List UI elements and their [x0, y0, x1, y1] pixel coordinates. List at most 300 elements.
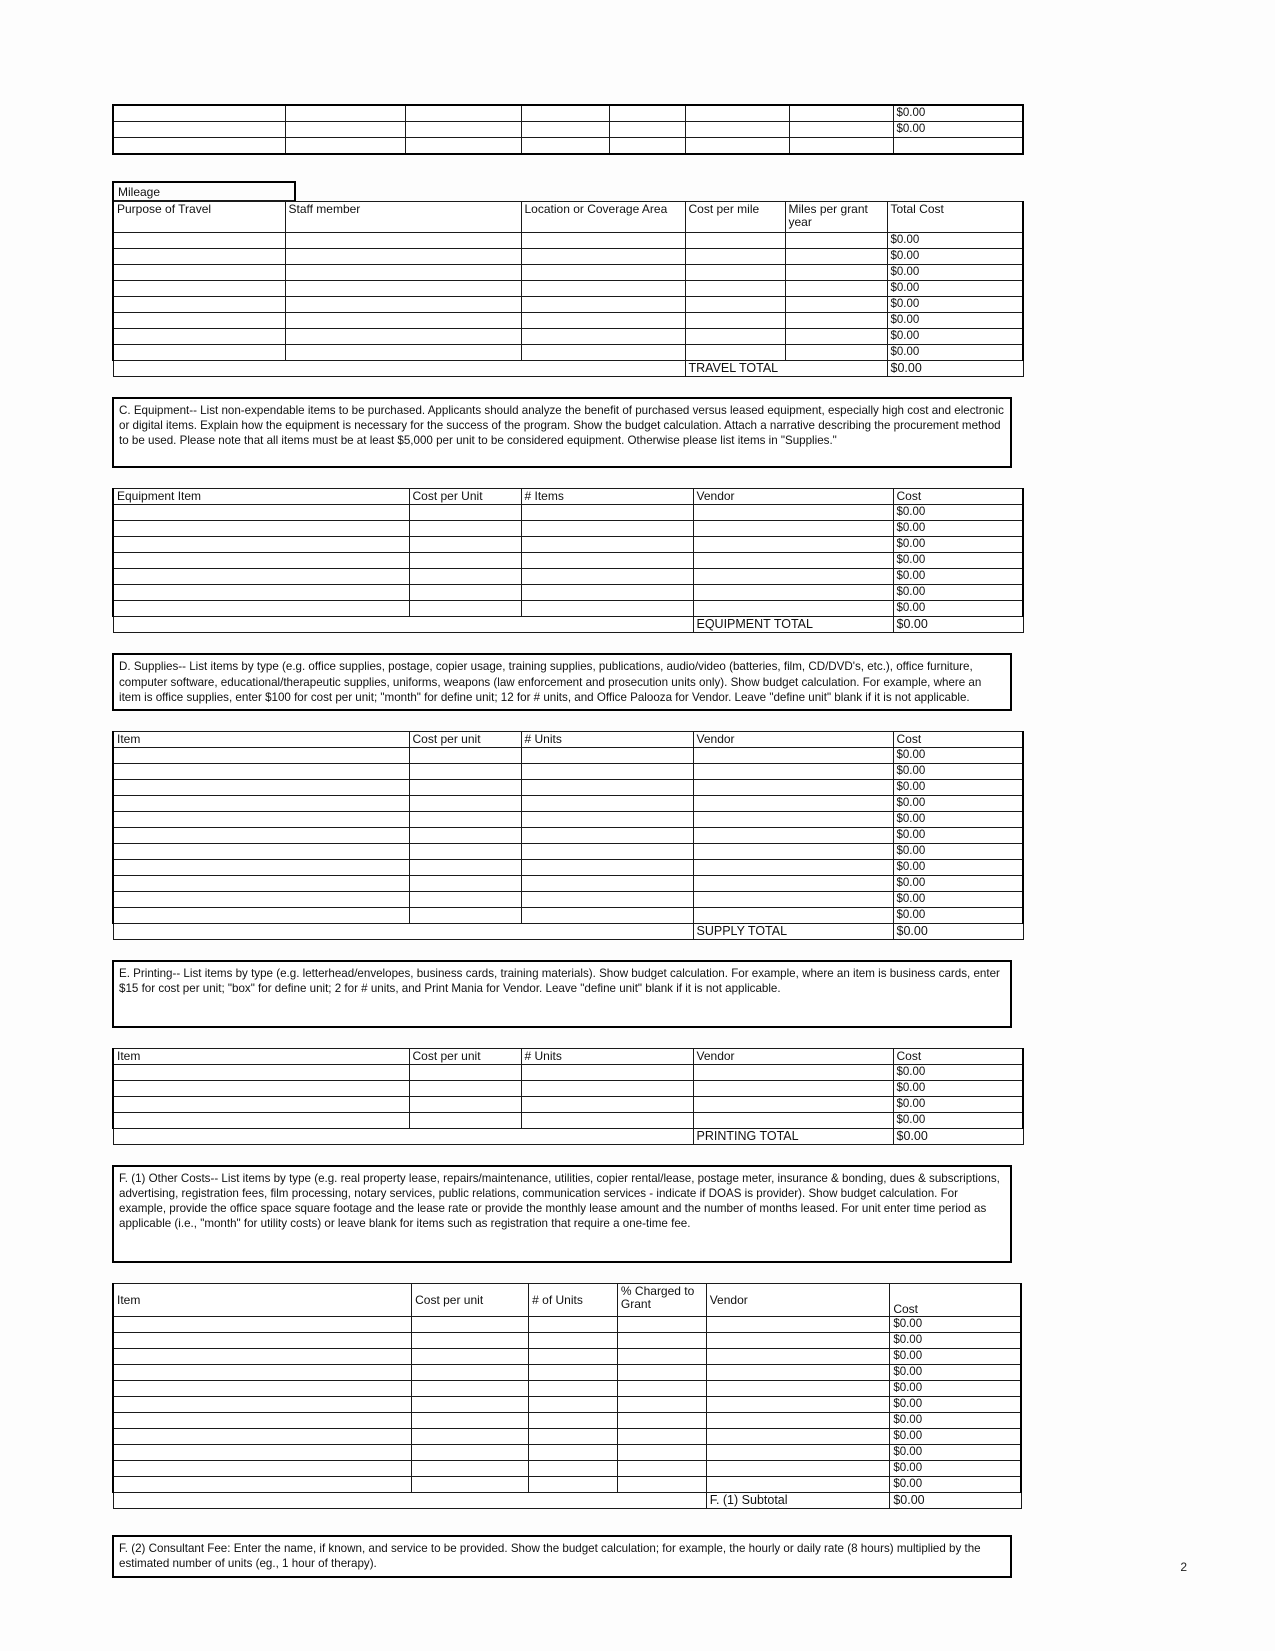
cell-cost-per-unit[interactable] [412, 1381, 529, 1397]
cell-cost: $0.00 [890, 1477, 1021, 1493]
cell-cost-per-unit[interactable] [409, 505, 521, 521]
cell-cost-per-unit[interactable] [409, 601, 521, 617]
cell-vendor[interactable] [693, 747, 893, 763]
cell-num-items[interactable] [521, 521, 693, 537]
cell-item[interactable] [113, 779, 409, 795]
cell-item[interactable] [113, 1064, 409, 1080]
table-row[interactable] [113, 1064, 1023, 1080]
continued-table [112, 104, 1024, 155]
f1-subtotal-label: F. (1) Subtotal [706, 1493, 890, 1509]
cell-item[interactable] [113, 1096, 409, 1112]
cell-num-of-units[interactable] [529, 1333, 618, 1349]
cell-cost-per-unit[interactable] [409, 795, 521, 811]
cell-num-items[interactable] [521, 585, 693, 601]
cell-vendor[interactable] [693, 875, 893, 891]
cell-cost-per-unit[interactable] [409, 553, 521, 569]
cell-purpose[interactable] [113, 329, 285, 345]
table-row[interactable] [113, 1381, 1021, 1397]
cell-cost: $0.00 [893, 811, 1023, 827]
cell-col4[interactable] [521, 122, 609, 138]
cell-col2 [285, 138, 405, 155]
cell-item[interactable] [113, 763, 409, 779]
cell-cost-per-unit[interactable] [412, 1445, 529, 1461]
cell-cost-per-unit[interactable] [409, 859, 521, 875]
header-miles-per-grant-year: Miles per grant year [785, 202, 887, 233]
cell-num-of-units[interactable] [529, 1429, 618, 1445]
cell-item[interactable] [113, 1080, 409, 1096]
cell-item[interactable] [113, 827, 409, 843]
cell-percent-charged[interactable] [617, 1317, 706, 1333]
equipment-total-row [113, 617, 1023, 633]
cell-vendor[interactable] [706, 1397, 890, 1413]
cell-item[interactable] [113, 537, 409, 553]
cell-cost: $0.00 [893, 891, 1023, 907]
equipment-header-row [113, 489, 1023, 505]
cell-cost-per-unit[interactable] [409, 1096, 521, 1112]
cell-cost: $0.00 [893, 537, 1023, 553]
cell-num-of-units[interactable] [529, 1413, 618, 1429]
table-row[interactable] [113, 1112, 1023, 1128]
cell-cost: $0.00 [890, 1317, 1021, 1333]
cell-col7[interactable] [789, 122, 893, 138]
cell-purpose[interactable] [113, 345, 285, 361]
cell-num-units[interactable] [521, 795, 693, 811]
cell-num-units[interactable] [521, 843, 693, 859]
cell-col5[interactable] [609, 105, 685, 122]
table-row[interactable] [113, 747, 1023, 763]
cell-cost-per-unit[interactable] [409, 811, 521, 827]
table-row[interactable] [113, 1397, 1021, 1413]
cell-cost-per-mile[interactable] [685, 297, 785, 313]
header-cost-per-unit: Cost per unit [409, 731, 521, 747]
cell-num-of-units[interactable] [529, 1477, 618, 1493]
cell-cost-per-mile[interactable] [685, 345, 785, 361]
cell-vendor[interactable] [706, 1365, 890, 1381]
cell-vendor[interactable] [693, 569, 893, 585]
table-row[interactable] [113, 859, 1023, 875]
cell-vendor[interactable] [706, 1477, 890, 1493]
cell-vendor[interactable] [693, 859, 893, 875]
cell-cost-per-mile[interactable] [685, 329, 785, 345]
cell-num-units[interactable] [521, 907, 693, 923]
consultant-fee-instructions-block [112, 1535, 1012, 1577]
cell-num-units[interactable] [521, 1096, 693, 1112]
supplies-header-row [113, 731, 1023, 747]
cell-item[interactable] [113, 1381, 412, 1397]
cell-cost: $0.00 [893, 859, 1023, 875]
cell-item[interactable] [113, 1317, 412, 1333]
cell-cost: $0.00 [893, 505, 1023, 521]
header-cost-per-unit: Cost per unit [412, 1284, 529, 1317]
cell-cost-per-unit[interactable] [409, 763, 521, 779]
cell-cost-per-unit[interactable] [412, 1429, 529, 1445]
cell-cost: $0.00 [893, 585, 1023, 601]
cell-cost-per-unit[interactable] [409, 1064, 521, 1080]
table-row[interactable] [113, 297, 1023, 313]
cell-cost-per-mile[interactable] [685, 249, 785, 265]
cell-staff[interactable] [285, 345, 521, 361]
cell-vendor[interactable] [693, 585, 893, 601]
cell-percent-charged[interactable] [617, 1413, 706, 1429]
cell-total-cost: $0.00 [887, 345, 1023, 361]
cell-item[interactable] [113, 585, 409, 601]
cell-num-units[interactable] [521, 891, 693, 907]
cell-vendor[interactable] [706, 1317, 890, 1333]
cell-item[interactable] [113, 1445, 412, 1461]
header-item: Item [113, 1048, 409, 1064]
cell-num-items[interactable] [521, 553, 693, 569]
cell-item[interactable] [113, 907, 409, 923]
table-row[interactable] [113, 585, 1023, 601]
cell-col6[interactable] [685, 122, 789, 138]
cell-col6[interactable] [685, 105, 789, 122]
cell-col2[interactable] [285, 105, 405, 122]
printing-instructions-block [112, 960, 1012, 1028]
cell-item[interactable] [113, 811, 409, 827]
cell-num-of-units[interactable] [529, 1317, 618, 1333]
table-row[interactable] [113, 907, 1023, 923]
cell-purpose[interactable] [113, 297, 285, 313]
cell-item[interactable] [113, 843, 409, 859]
cell-num-units[interactable] [521, 763, 693, 779]
cell-num-of-units[interactable] [529, 1349, 618, 1365]
cell-cost-per-unit[interactable] [412, 1333, 529, 1349]
cell-num-of-units[interactable] [529, 1397, 618, 1413]
travel-total-label: TRAVEL TOTAL [685, 361, 887, 377]
cell-purpose[interactable] [113, 249, 285, 265]
cell-vendor[interactable] [706, 1461, 890, 1477]
table-row[interactable] [113, 281, 1023, 297]
cell-vendor[interactable] [693, 811, 893, 827]
cell-cost-per-unit[interactable] [409, 569, 521, 585]
page-number: 2 [1180, 1560, 1187, 1574]
cell-empty-span [113, 1493, 706, 1509]
cell-cost-per-unit[interactable] [409, 843, 521, 859]
cell-vendor[interactable] [693, 779, 893, 795]
cell-cost-per-unit[interactable] [412, 1365, 529, 1381]
cell-cost-per-unit[interactable] [412, 1349, 529, 1365]
cell-percent-charged[interactable] [617, 1365, 706, 1381]
cell-num-items[interactable] [521, 537, 693, 553]
table-row[interactable] [113, 122, 1023, 138]
cell-vendor[interactable] [706, 1445, 890, 1461]
table-row[interactable] [113, 1349, 1021, 1365]
header-percent-charged-to-grant: % Charged to Grant [617, 1284, 706, 1317]
cell-cost-per-mile[interactable] [685, 313, 785, 329]
cell-vendor[interactable] [693, 843, 893, 859]
table-row[interactable] [113, 553, 1023, 569]
cell-percent-charged[interactable] [617, 1429, 706, 1445]
cell-cost: $0.00 [893, 827, 1023, 843]
cell-num-units[interactable] [521, 1064, 693, 1080]
cell-item[interactable] [113, 1349, 412, 1365]
cell-item[interactable] [113, 1333, 412, 1349]
other-costs-table [112, 1283, 1022, 1509]
cell-item[interactable] [113, 521, 409, 537]
cell-cost-per-mile[interactable] [685, 265, 785, 281]
table-row[interactable] [113, 811, 1023, 827]
cell-cost-per-mile[interactable] [685, 281, 785, 297]
printing-table [112, 1048, 1024, 1145]
cell-item[interactable] [113, 505, 409, 521]
cell-item[interactable] [113, 1365, 412, 1381]
cell-item[interactable] [113, 601, 409, 617]
table-row[interactable] [113, 233, 1023, 249]
cell-item[interactable] [113, 1112, 409, 1128]
cell-cost-per-unit[interactable] [409, 585, 521, 601]
table-row[interactable] [113, 329, 1023, 345]
cell-num-of-units[interactable] [529, 1445, 618, 1461]
cell-percent-charged[interactable] [617, 1461, 706, 1477]
table-row[interactable] [113, 891, 1023, 907]
cell-purpose[interactable] [113, 281, 285, 297]
cell-item[interactable] [113, 795, 409, 811]
cell-cost-per-unit[interactable] [409, 827, 521, 843]
table-row[interactable] [113, 1445, 1021, 1461]
cell-item[interactable] [113, 1429, 412, 1445]
cell-staff[interactable] [285, 233, 521, 249]
cell-item[interactable] [113, 553, 409, 569]
supplies-table [112, 731, 1024, 940]
other-costs-instructions-block [112, 1165, 1012, 1263]
header-num-units: # Units [521, 1048, 693, 1064]
table-row[interactable] [113, 827, 1023, 843]
cell-num-items[interactable] [521, 601, 693, 617]
cell-col1 [113, 138, 285, 155]
cell-cost-per-unit[interactable] [409, 537, 521, 553]
table-row[interactable] [113, 537, 1023, 553]
printing-total-row [113, 1128, 1023, 1144]
cell-vendor[interactable] [693, 891, 893, 907]
cell-col3[interactable] [405, 105, 521, 122]
cell-vendor[interactable] [706, 1413, 890, 1429]
cell-cost: $0.00 [893, 1112, 1023, 1128]
cell-vendor[interactable] [706, 1429, 890, 1445]
cell-cost-per-unit[interactable] [409, 907, 521, 923]
cell-percent-charged[interactable] [617, 1349, 706, 1365]
cell-staff[interactable] [285, 313, 521, 329]
table-row[interactable] [113, 1317, 1021, 1333]
cell-vendor[interactable] [693, 553, 893, 569]
table-row[interactable] [113, 875, 1023, 891]
cell-purpose[interactable] [113, 265, 285, 281]
cell-num-of-units[interactable] [529, 1461, 618, 1477]
cell-purpose[interactable] [113, 313, 285, 329]
cell-col7[interactable] [789, 105, 893, 122]
printing-instructions-text: E. Printing-- List items by type (e.g. letterhead/envelopes, business cards, training materials). Show budget calculation. For example, where an item is business cards, enter $15 for cost per unit; "box" for define unit; 2 for # units, and Print Mania for Vendor. Leave "define unit" blank if it is not applicable. [119, 966, 1000, 995]
cell-miles[interactable] [785, 297, 887, 313]
cell-col1[interactable] [113, 105, 285, 122]
cell-location[interactable] [521, 249, 685, 265]
cell-cost-per-unit[interactable] [409, 1112, 521, 1128]
cell-cost: $0.00 [893, 747, 1023, 763]
header-cost-per-unit: Cost per Unit [409, 489, 521, 505]
table-row[interactable] [113, 249, 1023, 265]
cell-col3[interactable] [405, 122, 521, 138]
mileage-total-row [113, 361, 1023, 377]
cell-miles[interactable] [785, 281, 887, 297]
cell-cost-per-unit[interactable] [409, 779, 521, 795]
cell-miles[interactable] [785, 329, 887, 345]
cell-cost: $0.00 [893, 843, 1023, 859]
cell-location[interactable] [521, 233, 685, 249]
cell-location[interactable] [521, 297, 685, 313]
form-body [112, 0, 1022, 1578]
cell-cost-per-unit[interactable] [412, 1413, 529, 1429]
cell-vendor[interactable] [693, 1064, 893, 1080]
cell-vendor[interactable] [693, 1112, 893, 1128]
header-item: Item [113, 731, 409, 747]
mileage-header-row [113, 202, 1023, 233]
cell-vendor[interactable] [706, 1333, 890, 1349]
header-cost-per-mile: Cost per mile [685, 202, 785, 233]
cell-cost-per-unit[interactable] [412, 1477, 529, 1493]
cell-num-units[interactable] [521, 859, 693, 875]
header-cost: Cost [890, 1284, 1021, 1317]
cell-num-units[interactable] [521, 827, 693, 843]
cell-cost: $0.00 [890, 1333, 1021, 1349]
table-row[interactable] [113, 1096, 1023, 1112]
cell-num-units[interactable] [521, 1112, 693, 1128]
cell-vendor[interactable] [706, 1349, 890, 1365]
table-row[interactable] [113, 521, 1023, 537]
table-row[interactable] [113, 313, 1023, 329]
cell-vendor[interactable] [693, 537, 893, 553]
cell-cost-per-unit[interactable] [409, 875, 521, 891]
cell-num-items[interactable] [521, 569, 693, 585]
table-row[interactable] [113, 843, 1023, 859]
cell-vendor[interactable] [693, 795, 893, 811]
cell-miles[interactable] [785, 249, 887, 265]
cell-col7 [789, 138, 893, 155]
cell-col5 [609, 138, 685, 155]
cell-num-units[interactable] [521, 811, 693, 827]
cell-cost-per-unit[interactable] [409, 747, 521, 763]
table-row[interactable] [113, 345, 1023, 361]
table-row[interactable] [113, 779, 1023, 795]
cell-cost: $0.00 [893, 1080, 1023, 1096]
cell-num-of-units[interactable] [529, 1365, 618, 1381]
cell-purpose[interactable] [113, 233, 285, 249]
table-row[interactable] [113, 1333, 1021, 1349]
cell-col5[interactable] [609, 122, 685, 138]
cell-vendor[interactable] [693, 1080, 893, 1096]
equipment-total-value: $0.00 [893, 617, 1023, 633]
cell-staff[interactable] [285, 281, 521, 297]
cell-location[interactable] [521, 313, 685, 329]
cell-col2[interactable] [285, 122, 405, 138]
cell-num-units[interactable] [521, 779, 693, 795]
cell-cost-per-unit[interactable] [409, 521, 521, 537]
cell-num-units[interactable] [521, 1080, 693, 1096]
cell-num-of-units[interactable] [529, 1381, 618, 1397]
table-row[interactable] [113, 105, 1023, 122]
cell-percent-charged[interactable] [617, 1445, 706, 1461]
printing-total-label: PRINTING TOTAL [693, 1128, 893, 1144]
printing-total-value: $0.00 [893, 1128, 1023, 1144]
cell-item[interactable] [113, 859, 409, 875]
cell-staff[interactable] [285, 249, 521, 265]
table-row[interactable] [113, 1429, 1021, 1445]
mileage-caption-table [112, 181, 296, 201]
cell-location[interactable] [521, 281, 685, 297]
cell-percent-charged[interactable] [617, 1333, 706, 1349]
cell-vendor[interactable] [693, 505, 893, 521]
cell-empty-span [113, 923, 693, 939]
cell-item[interactable] [113, 1477, 412, 1493]
cell-cost-per-unit[interactable] [409, 1080, 521, 1096]
table-row[interactable] [113, 1365, 1021, 1381]
cell-staff[interactable] [285, 329, 521, 345]
cell-vendor[interactable] [693, 521, 893, 537]
cell-item[interactable] [113, 1461, 412, 1477]
table-row[interactable] [113, 1080, 1023, 1096]
cell-num-units[interactable] [521, 875, 693, 891]
cell-item[interactable] [113, 1397, 412, 1413]
supplies-instructions-block [112, 653, 1012, 710]
cell-item[interactable] [113, 891, 409, 907]
cell-percent-charged[interactable] [617, 1381, 706, 1397]
header-location-or-coverage-area: Location or Coverage Area [521, 202, 685, 233]
cell-cost: $0.00 [893, 1096, 1023, 1112]
cell-percent-charged[interactable] [617, 1477, 706, 1493]
cell-vendor[interactable] [693, 827, 893, 843]
cell-location[interactable] [521, 345, 685, 361]
cell-location[interactable] [521, 329, 685, 345]
table-row[interactable] [113, 265, 1023, 281]
cell-col4[interactable] [521, 105, 609, 122]
supplies-instructions-text: D. Supplies-- List items by type (e.g. office supplies, postage, copier usage, training supplies, publications, audio/video (batteries, film, CD/DVD's, etc.), office furniture, computer software, educational/therapeutic supplies, uniforms, weapons (law enforcement and prosecution units only). Show budget calculation. For example, where an item is office supplies, enter $100 for cost per unit; "month" for define unit; 12 for # units, and Office Palooza for Vendor. Leave "define unit" blank if it is not applicable. [119, 660, 982, 704]
cell-location[interactable] [521, 265, 685, 281]
cell-miles[interactable] [785, 345, 887, 361]
cell-item[interactable] [113, 569, 409, 585]
cell-vendor[interactable] [693, 763, 893, 779]
cell-cost-per-unit[interactable] [412, 1397, 529, 1413]
table-row[interactable] [113, 505, 1023, 521]
cell-staff[interactable] [285, 297, 521, 313]
cell-num-units[interactable] [521, 747, 693, 763]
cell-vendor[interactable] [693, 907, 893, 923]
cell-miles[interactable] [785, 265, 887, 281]
table-row[interactable] [113, 763, 1023, 779]
cell-vendor[interactable] [693, 1096, 893, 1112]
cell-miles[interactable] [785, 233, 887, 249]
header-num-units: # Units [521, 731, 693, 747]
cell-item[interactable] [113, 875, 409, 891]
cell-cost: $0.00 [893, 907, 1023, 923]
cell-item[interactable] [113, 1413, 412, 1429]
table-row[interactable] [113, 795, 1023, 811]
cell-vendor[interactable] [693, 601, 893, 617]
cell-vendor[interactable] [706, 1381, 890, 1397]
table-row[interactable] [113, 1413, 1021, 1429]
cell-cost-per-unit[interactable] [412, 1317, 529, 1333]
cell-percent-charged[interactable] [617, 1397, 706, 1413]
cell-staff[interactable] [285, 265, 521, 281]
cell-item[interactable] [113, 747, 409, 763]
cell-cost-per-mile[interactable] [685, 233, 785, 249]
cell-miles[interactable] [785, 313, 887, 329]
table-row[interactable] [113, 1461, 1021, 1477]
cell-cost: $0.00 [893, 875, 1023, 891]
cell-num-items[interactable] [521, 505, 693, 521]
cell-cost-per-unit[interactable] [412, 1461, 529, 1477]
table-row[interactable] [113, 601, 1023, 617]
table-row[interactable] [113, 1477, 1021, 1493]
table-row[interactable] [113, 569, 1023, 585]
cell-col1[interactable] [113, 122, 285, 138]
cell-cost-per-unit[interactable] [409, 891, 521, 907]
